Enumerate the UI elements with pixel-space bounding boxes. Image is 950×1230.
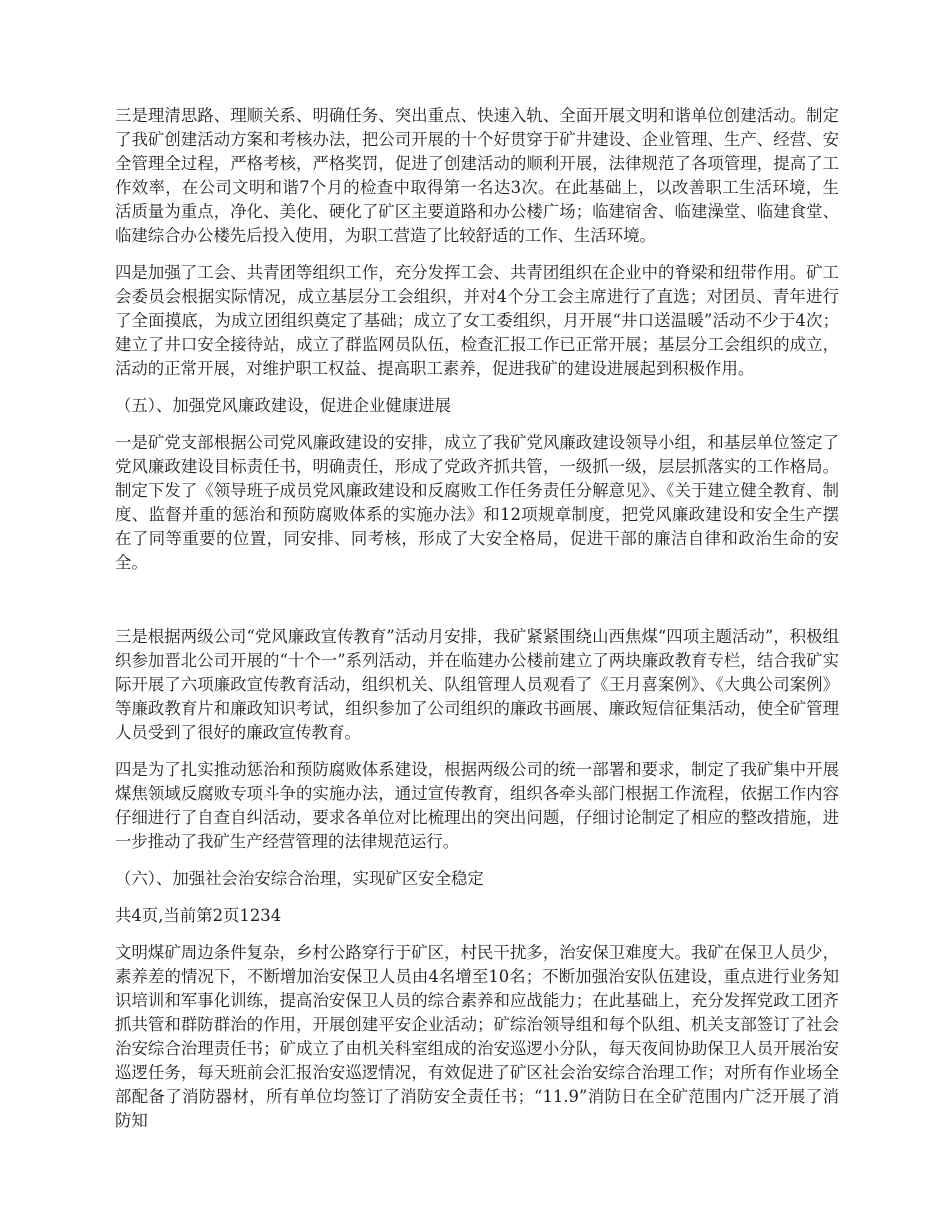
page-indicator: 共4页,当前第2页1234 [115,906,282,925]
paragraph-public-security: 文明煤矿周边条件复杂，乡村公路穿行于矿区，村民干扰多，治安保卫难度大。我矿在保卫人员少，素养差的情况下，不断增加治安保卫人员由4名增至10名；不断加强治安队伍建设，重点进行业务知识培训和军事化训练，提高治安保卫人员的综合素养和应战能力；在此基础上，充分发挥党政工团齐抓共管和群防群治的作用，开展创建平安企业活动；矿综治领导组和每个队组、机关支部签订了社会治安综合治理责任书；矿成立了由机关科室组成的治安巡逻小分队，每天夜间协助保卫人员开展治安巡逻任务，每天班前会汇报治安巡逻情况，有效促进了矿区社会治安综合治理工作；对所有作业场全部配备了消防器材，所有单位均签订了消防安全责任书；“11.9”消防日在全矿范围内广泛开展了消防知 [115,943,839,1130]
paragraph-union-youth-league: 四是加强了工会、共青团等组织工作，充分发挥工会、共青团组织在企业中的脊梁和纽带作用。矿工会委员会根据实际情况，成立基层分工会组织，并对4个分工会主席进行了直选；对团员、青年进行了全面摸底，为成立团组织奠定了基础；成立了女工委组织，月开展“井口送温暖”活动不少于4次；建立了井口安全接待站，成立了群监网员队伍，检查汇报工作已正常开展；基层分工会组织的成立，活动的正常开展，对维护职工权益、提高职工素养，促进我矿的建设进展起到积极作用。 [115,263,839,378]
paragraph-integrity-education: 三是根据两级公司“党风廉政宣传教育”活动月安排，我矿紧紧围绕山西焦煤“四项主题活动”，积极组织参加晋北公司开展的“十个一”系列活动，并在临建办公楼前建立了两块廉政教育专栏，结合我矿实际开展了六项廉政宣传教育活动，组织机关、队组管理人员观看了《王月喜案例》、《大典公司案例》等廉政教育片和廉政知识考试，组织参加了公司组织的廉政书画展、廉政短信征集活动，使全矿管理人员受到了很好的廉政宣传教育。 [115,627,839,742]
paragraph-civilization-creation: 三是理清思路、理顺关系、明确任务、突出重点、快速入轨、全面开展文明和谐单位创建活动。制定了我矿创建活动方案和考核办法，把公司开展的十个好贯穿于矿井建设、企业管理、生产、经营、安全管理全过程，严格考核，严格奖罚，促进了创建活动的顺利开展，法律规范了各项管理，提高了工作效率，在公司文明和谐7个月的检查中取得第一名达3次。在此基础上，以改善职工生活环境，生活质量为重点，净化、美化、硬化了矿区主要道路和办公楼广场；临建宿舍、临建澡堂、临建食堂、临建综合办公楼先后投入使用，为职工营造了比较舒适的工作、生活环境。 [115,106,839,245]
document-page [115,104,839,1146]
section-heading-five: （五）、加强党风廉政建设，促进企业健康进展 [115,396,452,415]
section-heading-six: （六）、加强社会治安综合治理，实现矿区安全稳定 [115,869,484,888]
paragraph-anti-corruption: 四是为了扎实推动惩治和预防腐败体系建设，根据两级公司的统一部署和要求，制定了我矿集中开展煤焦领域反腐败专项斗争的实施办法，通过宣传教育，组织各牵头部门根据工作流程，依据工作内容仔细进行了自查自纠活动，要求各单位对比梳理出的突出问题，仔细讨论制定了相应的整改措施，进一步推动了我矿生产经营管理的法律规范运行。 [115,760,839,851]
blank-spacer [115,588,839,625]
paragraph-party-branch: 一是矿党支部根据公司党风廉政建设的安排，成立了我矿党风廉政建设领导小组，和基层单位签定了党风廉政建设目标责任书，明确责任，形成了党政齐抓共管，一级抓一级，层层抓落实的工作格局。制定下发了《领导班子成员党风廉政建设和反腐败工作任务责任分解意见》、《关于建立健全教育、制度、监督并重的惩治和预防腐败体系的实施办法》和12项规章制度，把党风廉政建设和安全生产摆在了同等重要的位置，同安排、同考核，形成了大安全格局，促进干部的廉洁自律和政治生命的安全。 [115,433,839,572]
